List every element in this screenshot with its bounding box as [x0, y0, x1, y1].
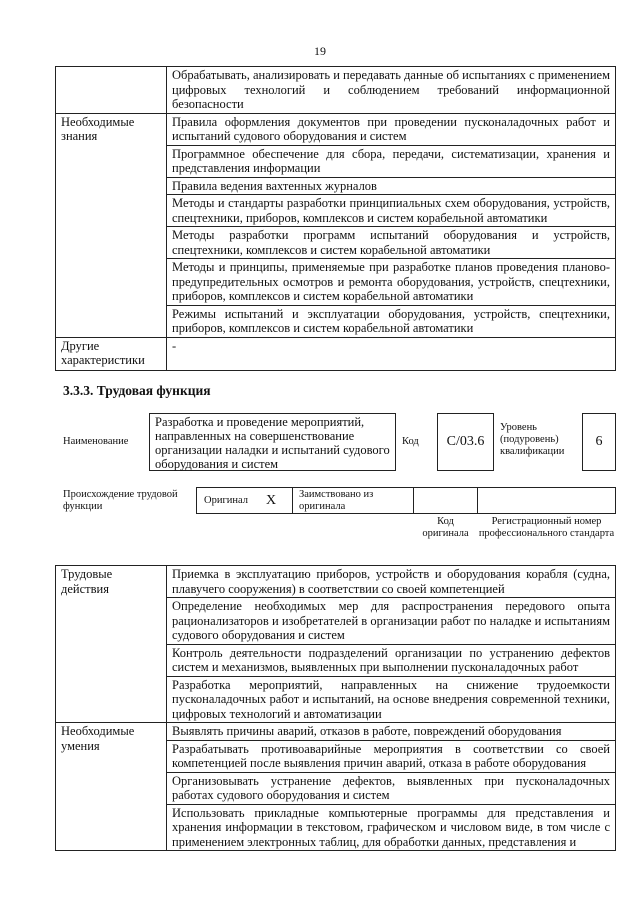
table-cell: Правила оформления документов при проведении пусконаладочных работ и испытаний судового оборудования и систем [167, 113, 616, 145]
function-code-box [437, 413, 494, 471]
level-box [582, 413, 616, 471]
code-caption: Код оригинала [422, 516, 469, 539]
borrowed-cell [292, 487, 414, 514]
table-row [56, 337, 616, 370]
reg-number-cell [477, 487, 616, 514]
function-code: C/03.6 [446, 434, 485, 449]
function-name-box [149, 413, 396, 471]
table-cell: Определение необходимых мер для распространения передового опыта рационализаторов и изобретателей в организации работ по наладке и испытаниям судового оборудования и систем [167, 598, 616, 645]
table-cell: Программное обеспечение для сбора, передачи, систематизации, хранения и представления информации [167, 145, 616, 177]
skills-knowledge-table [55, 66, 616, 371]
section-heading: 3.3.3. Трудовая функция [63, 383, 211, 398]
origin-label: Происхождение трудовой функции [63, 489, 178, 512]
table-cell: Методы разработки программ испытаний оборудования и устройств, спецтехники, комплексов и систем корабельной автоматики [167, 227, 616, 259]
row-label [56, 67, 167, 114]
original-label: Оригинал [204, 495, 248, 506]
level-label: Уровень (подуровень) квалификации [500, 422, 565, 457]
table-row [56, 113, 616, 145]
table-row [56, 723, 616, 741]
table-cell: Режимы испытаний и эксплуатации оборудования, устройств, спецтехники, приборов, комплексов и систем корабельной автоматики [167, 305, 616, 337]
table-cell: Выявлять причины аварий, отказов в работе, повреждений оборудования [167, 723, 616, 741]
row-label: Другие характеристики [56, 337, 167, 370]
table-cell: Использовать прикладные компьютерные программы для представления и хранения информации в текстовом, графическом и числовом виде, в том числе с применением электронных таблиц, для обработки данных, представления и [167, 804, 616, 851]
table-cell: Приемка в эксплуатацию приборов, устройств и оборудования корабля (судна, плавучего сооружения) в соответствии со своей компетенцией [167, 566, 616, 598]
level-value: 6 [595, 434, 603, 449]
table-cell: Разработка мероприятий, направленных на снижение трудоемкости пусконаладочных работ и испытаний, на основе внедрения современной техники, цифровых технологий и автоматизации [167, 676, 616, 723]
code-label: Код [402, 436, 419, 447]
table-row [56, 566, 616, 598]
page-number: 19 [314, 44, 326, 58]
row-label: Необходимые умения [56, 723, 167, 851]
row-label: Необходимые знания [56, 113, 167, 337]
reg-caption: Регистрационный номер профессионального стандарта [478, 516, 615, 539]
table-cell: Правила ведения вахтенных журналов [167, 177, 616, 195]
borrowed-label: Заимствовано из оригинала [299, 489, 374, 512]
table-cell: Разрабатывать противоаварийные мероприятия в соответствии со своей компетенцией после выявления причин аварий, отказа в работе оборудования [167, 740, 616, 772]
original-mark: X [266, 493, 277, 508]
actions-skills-table [55, 565, 616, 851]
table-cell: Организовывать устранение дефектов, выявленных при пусконаладочных работах судового оборудования и систем [167, 772, 616, 804]
table-cell: Методы и стандарты разработки принципиальных схем оборудования, устройств, спецтехники, приборов, комплексов и систем корабельной автоматики [167, 195, 616, 227]
table-cell: - [167, 337, 616, 370]
table-cell: Методы и принципы, применяемые при разработке планов проведения планово-предупредительных осмотров и ремонта оборудования, устройств, спецтехники, приборов, комплексов и систем корабельной автоматики [167, 259, 616, 306]
original-cell [196, 487, 293, 514]
row-label: Трудовые действия [56, 566, 167, 723]
name-label: Наименование [63, 436, 129, 447]
origin-code-cell [413, 487, 478, 514]
table-row [56, 67, 616, 114]
function-name: Разработка и проведение мероприятий, направленных на совершенствование организации наладки и испытаний судового оборудования и систем [155, 415, 390, 471]
table-cell: Обрабатывать, анализировать и передавать данные об испытаниях с применением цифровых технологий и соблюдением требований информационной безопасности [167, 67, 616, 114]
table-cell: Контроль деятельности подразделений организации по устранению дефектов систем и механизмов, выявленных при выполнении пусконаладочных работ [167, 644, 616, 676]
